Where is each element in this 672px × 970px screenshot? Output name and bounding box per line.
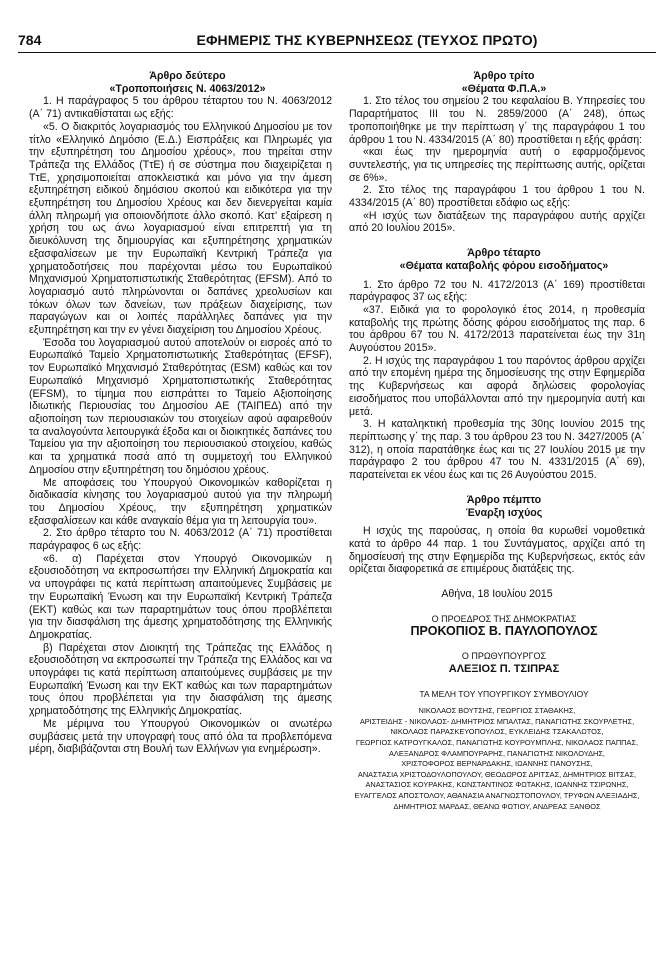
article-4-para-2: «37. Ειδικά για το φορολογικό έτος 2014, η προθεσμία καταβολής της πρώτης δόσης φόρου εισοδήματος της παρ. 6 του άρθρου 67 του Ν. 4172/2013 παρατείνεται έως την 31η Αυγούστου 2015». — [349, 303, 645, 355]
spacer — [349, 576, 645, 588]
cabinet-members-line: ΝΙΚΟΛΑΟΣ ΠΑΡΑΣΚΕΥΟΠΟΥΛΟΣ, ΕΥΚΛΕΙΔΗΣ ΤΣΑΚΑΛΩΤΟΣ, — [390, 727, 604, 737]
cabinet-members-list — [349, 706, 645, 812]
article-2-para-1: 1. Η παράγραφος 5 του άρθρου τέταρτου του Ν. 4063/2012 (Α΄ 71) αντικαθίσταται ως εξής: — [29, 95, 332, 121]
header-rule — [18, 52, 656, 53]
article-3-para-1: 1. Στο τέλος του σημείου 2 του κεφαλαίου Β. Υπηρεσίες του Παραρτήματος ΙΙΙ του Ν. 2859/2000 (Α΄ 248), όπως τροποποιήθηκε με την περίπτωση γ΄ της παραγράφου 1 του άρθρου 1 του Ν. 4334/2015 (Α΄ 80) προστίθεται η εξής φράση: — [349, 95, 645, 146]
page-header — [18, 30, 656, 56]
cabinet-members-line: ΕΥΑΓΓΕΛΟΣ ΑΠΟΣΤΟΛΟΥ, ΑΘΑΝΑΣΙΑ ΑΝΑΓΝΩΣΤΟΠΟΥΛΟΥ, ΤΡΥΦΩΝ ΑΛΕΞΙΑΔΗΣ, — [354, 790, 640, 800]
president-label: Ο ΠΡΟΕΔΡΟΣ ΤΗΣ ΔΗΜΟΚΡΑΤΙΑΣ — [431, 613, 577, 624]
cabinet-members-line: ΓΕΩΡΓΙΟΣ ΚΑΤΡΟΥΓΚΑΛΟΣ, ΠΑΝΑΓΙΩΤΗΣ ΚΟΥΡΟΥΜΠΛΗΣ, ΝΙΚΟΛΑΟΣ ΠΑΠΠΑΣ, — [355, 738, 639, 748]
article-4-para-3: 2. Η ισχύς της παραγράφου 1 του παρόντος άρθρου αρχίζει από την επομένη ημέρα της δημοσίευσης της στην Εφημερίδα της Κυβερνήσεως και αφορά δηλώσεις φορολογίας εισοδήματος που υποβάλλονται από την ημερομηνία αυτή και μετά. — [349, 354, 645, 418]
article-4-para-4: 3. Η καταληκτική προθεσμία της 30ης Ιουνίου 2015 της περίπτωσης γ΄ της παρ. 3 του άρθρου 23 του Ν. 3427/2005 (Α΄ 312), η οποία παρατάθηκε έως και τις 27 Ιουλίου 2015 με την παράγραφο 2 του άρθρου 47 του Ν. 4331/2015 (Α΄ 69), παρατείνεται εκ νέου έως και τις 26 Αυγούστου 2015. — [349, 418, 645, 482]
spacer — [349, 676, 645, 688]
article-5-subtitle: Έναρξη ισχύος — [465, 506, 543, 519]
article-2-para-5: 2. Στο άρθρο τέταρτο του Ν. 4063/2012 (Α΄ 71) προστίθεται παράγραφος 6 ως εξής: — [29, 527, 332, 553]
cabinet-members-line: ΑΝΑΣΤΑΣΙΟΣ ΚΟΥΡΑΚΗΣ, ΚΩΝΣΤΑΝΤΙΝΟΣ ΦΩΤΑΚΗΣ, ΙΩΑΝΝΗΣ ΤΣΙΡΩΝΗΣ, — [365, 780, 629, 790]
article-4-para-1: 1. Στο άρθρο 72 του Ν. 4172/2013 (Α΄ 169) προστίθεται παράγραφος 37 ως εξής: — [349, 278, 645, 304]
article-5-para-1: Η ισχύς της παρούσας, η οποία θα κυρωθεί νομοθετικά κατά το άρθρο 44 παρ. 1 του Συντάγματος, αρχίζει από τη δημοσίευσή της στην Εφημερίδα της Κυβερνήσεως, εκτός εάν ορίζεται διαφορετικά σε επιμέρους διατάξεις της. — [349, 525, 645, 576]
cabinet-members-line: ΑΛΕΞΑΝΔΡΟΣ ΦΛΑΜΠΟΥΡΑΡΗΣ, ΠΑΝΑΓΙΩΤΗΣ ΝΙΚΟΛΟΥΔΗΣ, — [389, 748, 605, 758]
article-3-para-4: «Η ισχύς των διατάξεων της παραγράφου αυτής αρχίζει από 20 Ιουλίου 2015». — [349, 209, 645, 235]
article-4-subtitle: «Θέματα καταβολής φόρου εισοδήματος» — [399, 259, 609, 272]
cabinet-members-label: ΤΑ ΜΕΛΗ ΤΟΥ ΥΠΟΥΡΓΙΚΟΥ ΣΥΜΒΟΥΛΙΟΥ — [419, 688, 589, 699]
prime-minister-label: Ο ΠΡΩΘΥΠΟΥΡΓΟΣ — [461, 651, 547, 662]
right-column — [349, 70, 645, 812]
article-2-para-3: Έσοδα του λογαριασμού αυτού αποτελούν οι εισροές από το Ευρωπαϊκό Ταμείο Χρηματοπιστωτικής Σταθερότητας (EFSF), τον Ευρωπαϊκό Μηχανισμό Σταθερότητας (ESM) καθώς και τον Ευρωπαϊκό Μηχανισμό Χρηματοπιστωτικής Σταθερότητας (EFSM), το τίμημα που εισπράττει το Ταμείο Αξιοποίησης Ιδιωτικής Περιουσίας του Δημοσίου ΑΕ (ΤΑΙΠΕΔ) από την αξιοποίηση των περιουσιακών του στοιχείων αφού αφαιρεθούν τα αναλογούντα λειτουργικά έξοδα και οι διοικητικές δαπάνες του Ταμείου για την αξιοποίηση του περιουσιακού στοιχείου, καθώς και τα χρηματικά ποσά από τη συμμετοχή του Ελληνικού Δημοσίου στην εξυπηρέτηση του δημόσιου χρέους. — [29, 336, 332, 476]
spacer — [349, 638, 645, 650]
page-number: 784 — [18, 32, 42, 48]
article-2-para-2: «5. Ο διακριτός λογαριασμός του Ελληνικού Δημοσίου με τον τίτλο «Ελληνικό Δημόσιο (Ε.Δ.) Εισπράξεις και Πληρωμές για την εξυπηρέτηση του Δημοσίου χρέους», που τηρείται στην Τράπεζα της Ελλάδος (ΤτΕ) ή σε σύστημα που διαχειρίζεται η ΤτΕ, χρησιμοποιείται αποκλειστικά και μόνο για την άμεση εξυπηρέτηση ειδικού δημόσιου σκοπού και ειδικότερα για την εξυπηρέτηση του Δημοσίου Χρέους και δεν διενεργείται καμία άλλη πληρωμή για οποιονδήποτε άλλο σκοπό. Κατ’ εξαίρεση η χρήση του ως άνω λογαριασμού είναι επιτρεπτή για τη διευκόλυνση της δημιουργίας και εξυπηρέτησης χρηματικών εξασφαλίσεων με την Ευρωπαϊκή Κεντρική Τράπεζα για χρηματοδοτήσεις που παρέχονται μέσω του Ευρωπαϊκού Μηχανισμού Χρηματοπιστωτικής Σταθερότητας (EFSM). Από το λογαριασμό αυτό πληρώνονται οι δαπάνες χρεολυσίων και τόκων όλων των δανείων, των πράξεων διαχείρισης, των παραγώγων και οι λοιπές παράλληλες δαπάνες για την εξυπηρέτηση και την εν γένει διαχείριση του Δημοσίου Χρέους. — [29, 120, 332, 337]
article-3-title: Άρθρο τρίτο — [473, 70, 535, 82]
article-2-para-7: β) Παρέχεται στον Διοικητή της Τράπεζας της Ελλάδος η εξουσιοδότηση να εκπροσωπεί την Τράπεζα της Ελλάδος και να υπογράφει τις κατά περίπτωση απαιτούμενες συμβάσεις με την Ευρωπαϊκή Ένωση και την ΕΚΤ καθώς και των παραρτημάτων τους όπου προβλέπεται για την διασφάλιση της άμεσης χρηματοδότησης της Ελληνικής Δημοκρατίας. — [29, 641, 332, 718]
left-column — [29, 70, 332, 756]
article-2-para-8: Με μέριμνα του Υπουργού Οικονομικών οι ανωτέρω συμβάσεις μετά την υπογραφή τους από όλα τα προβλεπόμενα μέρη, διαβιβάζονται στη Βουλή των Ελλήνων για ενημέρωση». — [29, 717, 332, 756]
cabinet-members-line: ΧΡΙΣΤΟΦΟΡΟΣ ΒΕΡΝΑΡΔΑΚΗΣ, ΙΩΑΝΝΗΣ ΠΑΝΟΥΣΗΣ, — [401, 759, 593, 769]
article-3-para-2: «και έως την ημερομηνία αυτή ο εφαρμοζόμενος συντελεστής, για τις υπηρεσίες της περίπτωσης αυτής, ορίζεται σε 6%». — [349, 146, 645, 184]
spacer — [349, 601, 645, 613]
spacer — [349, 235, 645, 247]
cabinet-members-line: ΑΝΑΣΤΑΣΙΑ ΧΡΙΣΤΟΔΟΥΛΟΠΟΥΛΟΥ, ΘΕΟΔΩΡΟΣ ΔΡΙΤΣΑΣ, ΔΗΜΗΤΡΙΟΣ ΒΙΤΣΑΣ, — [357, 769, 637, 779]
spacer — [349, 482, 645, 494]
article-2-para-4: Με αποφάσεις του Υπουργού Οικονομικών καθορίζεται η διαδικασία κίνησης του λογαριασμού αυτού για την πληρωμή του Δημοσίου Χρέους, την εξυπηρέτηση χρηματικών εξασφαλίσεων και κάθε αναγκαίο θέμα για τη λειτουργία του». — [29, 476, 332, 527]
prime-minister-name: ΑΛΕΞΙΟΣ Π. ΤΣΙΠΡΑΣ — [448, 662, 560, 675]
article-2-subtitle: «Τροποποιήσεις Ν. 4063/2012» — [109, 82, 266, 95]
gazette-title: ΕΦΗΜΕΡΙΣ ΤΗΣ ΚΥΒΕΡΝΗΣΕΩΣ (ΤΕΥΧΟΣ ΠΡΩΤΟ) — [196, 32, 538, 48]
article-3-para-3: 2. Στο τέλος της παραγράφου 1 του άρθρου 1 του Ν. 4334/2015 (Α΄ 80) προστίθεται εδάφιο ως εξής: — [349, 184, 645, 210]
signing-date: Αθήνα, 18 Ιουλίου 2015 — [441, 588, 553, 601]
article-4-title: Άρθρο τέταρτο — [467, 247, 541, 260]
article-3-subtitle: «Θέματα Φ.Π.Α.» — [461, 82, 547, 95]
cabinet-members-line: ΑΡΙΣΤΕΙΔΗΣ - ΝΙΚΟΛΑΟΣ- ΔΗΜΗΤΡΙΟΣ ΜΠΑΛΤΑΣ, ΠΑΝΑΓΙΩΤΗΣ ΣΚΟΥΡΛΕΤΗΣ, — [359, 716, 635, 726]
cabinet-members-line: ΔΗΜΗΤΡΙΟΣ ΜΑΡΔΑΣ, ΘΕΑΝΩ ΦΩΤΙΟΥ, ΑΝΔΡΕΑΣ ΞΑΝΘΟΣ — [393, 801, 601, 811]
president-name: ΠΡΟΚΟΠΙΟΣ Β. ΠΑΥΛΟΠΟΥΛΟΣ — [410, 624, 598, 639]
cabinet-members-line: ΝΙΚΟΛΑΟΣ ΒΟΥΤΣΗΣ, ΓΕΩΡΓΙΟΣ ΣΤΑΘΑΚΗΣ, — [418, 706, 576, 716]
article-5-title: Άρθρο πέμπτο — [466, 493, 542, 506]
article-2-title: Άρθρο δεύτερο — [149, 70, 226, 82]
article-2-para-6: «6. α) Παρέχεται στον Υπουργό Οικονομικών η εξουσιοδότηση να εκπροσωπήσει την Ελληνική Δημοκρατία και να υπογράφει τις κατά περίπτωση απαιτούμενες Συμβάσεις με την Ευρωπαϊκή Ένωση και την Ευρωπαϊκή Κεντρική Τράπεζα (ΕΚΤ) καθώς και των παραρτημάτων τους όπου προβλέπεται για την διασφάλιση της άμεσης χρηματοδότησης της Ελληνικής Δημοκρατίας. — [29, 552, 332, 641]
